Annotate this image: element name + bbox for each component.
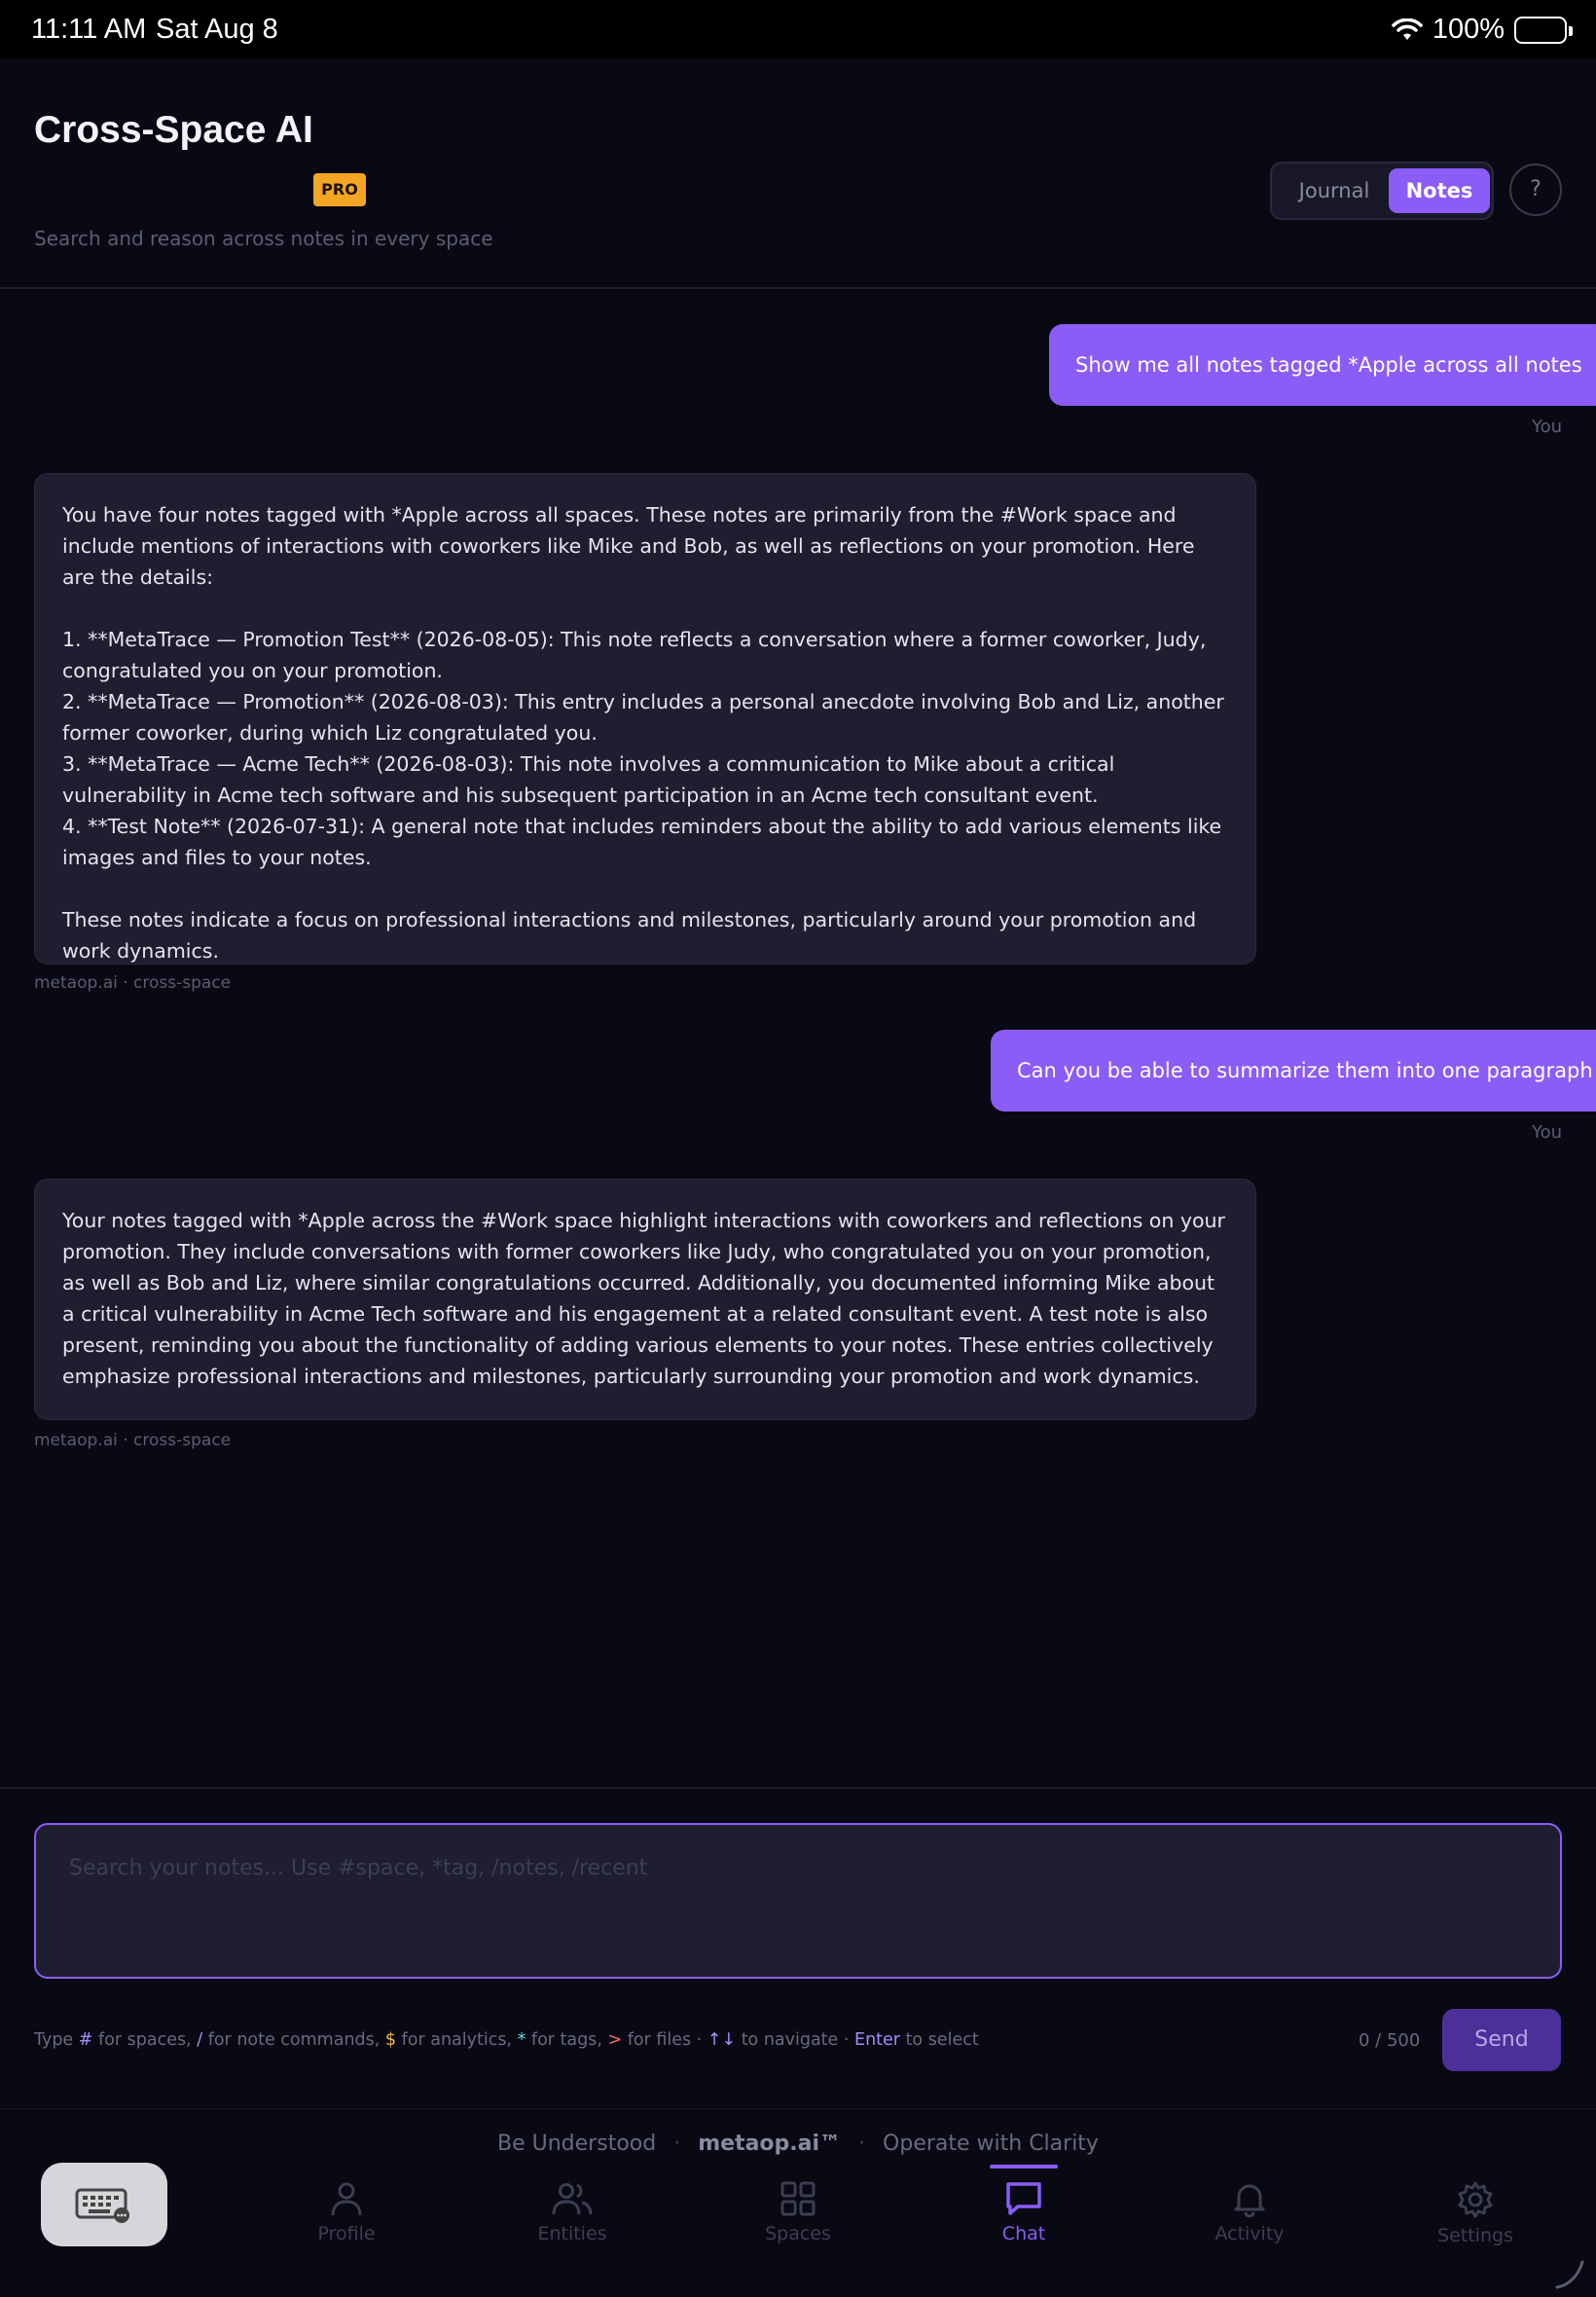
composer-hints [34, 2030, 979, 2050]
resize-handle-icon [1553, 2258, 1586, 2291]
status-right [1392, 14, 1567, 46]
toggle-journal-button[interactable]: Journal [1298, 179, 1370, 202]
tab-settings[interactable] [1397, 2180, 1553, 2246]
keyboard-button[interactable] [41, 2163, 167, 2246]
hint-key-analytics: $ [384, 2030, 397, 2050]
battery-percent: 100% [1432, 14, 1505, 45]
active-tab-indicator [990, 2165, 1058, 2169]
tab-label: Entities [537, 2223, 607, 2244]
send-button[interactable]: Send [1442, 2009, 1561, 2071]
message-author-label: You [1531, 1122, 1562, 1143]
keyboard-icon [75, 2186, 133, 2223]
tagline-brand: metaop.ai™ [698, 2132, 842, 2156]
tagline-left: Be Understood [497, 2132, 657, 2156]
grid-icon [780, 2180, 816, 2217]
page-subtitle: Search and reason across notes in every space [34, 227, 493, 250]
chat-bubble-icon [1004, 2180, 1043, 2217]
hint-text: to navigate · [736, 2030, 855, 2050]
status-bar [0, 0, 1596, 58]
tab-chat[interactable] [946, 2180, 1102, 2244]
hint-text: for analytics, [396, 2030, 518, 2050]
hint-text: for spaces, [92, 2030, 198, 2050]
tagline-separator: · [858, 2132, 866, 2156]
hint-key-command: / [197, 2030, 203, 2050]
hint-text: to select [900, 2030, 979, 2050]
tagline-right: Operate with Clarity [883, 2132, 1099, 2156]
bell-icon [1231, 2180, 1268, 2217]
battery-icon [1514, 17, 1567, 44]
hint-key-enter: Enter [854, 2030, 900, 2050]
status-date: Sat Aug 8 [156, 14, 278, 45]
person-icon [329, 2180, 364, 2217]
assistant-message [34, 1179, 1256, 1420]
assistant-message-text: Your notes tagged with *Apple across the #Work space highlight interactions with coworkers and reflections on your promotion. They include conversations with former coworkers like Judy, who congratulated you on your promotion, as well as Bob and Liz, where similar congratulations occurred. Additionally, you documented informing Mike about a critical vulnerability in Acme Tech software and his engagement at a related consultant event. A test note is also present, reminding you about the functionality of adding various elements to your notes. These entries collectively emphasize professional interactions and milestones, particularly surrounding your promotion and work dynamics. [62, 1209, 1232, 1388]
footer-tagline [0, 2132, 1596, 2156]
search-input[interactable] [34, 1823, 1562, 1979]
pro-badge: PRO [313, 173, 366, 206]
message-author-label: You [1531, 417, 1562, 437]
wifi-icon [1392, 18, 1423, 42]
gear-icon [1456, 2180, 1495, 2219]
tab-label: Settings [1437, 2225, 1513, 2246]
tab-label: Spaces [765, 2223, 831, 2244]
footer-divider [0, 2108, 1596, 2109]
tab-activity[interactable] [1172, 2180, 1327, 2244]
toggle-notes-button[interactable]: Notes [1389, 168, 1490, 213]
tab-profile[interactable] [269, 2180, 424, 2244]
status-time: 11:11 AM [31, 14, 147, 45]
user-message: Show me all notes tagged *Apple across all notes [1049, 324, 1596, 406]
assistant-message [34, 473, 1256, 965]
char-count: 0 / 500 [1359, 2030, 1421, 2051]
hint-key-navigate: ↑↓ [707, 2030, 737, 2050]
hint-text: Type [34, 2030, 79, 2050]
composer-divider [0, 1787, 1596, 1789]
assistant-message-text: You have four notes tagged with *Apple across all spaces. These notes are primarily from the #Work space and include mentions of interactions with coworkers like Mike and Bob, as well as reflections on your promotion. Here are the details: 1. **MetaTrace — Promotion Test** (2026-08-05): This note reflects a conversation where a former coworker, Judy, congratulated you on your promotion. 2. **MetaTrace — Promotion** (2026-08-03): This entry includes a personal anecdote involving Bob and Liz, another former coworker, during which Liz congratulated you. 3. **MetaTrace — Acme Tech** (2026-08-03): This note involves a communication to Mike about a critical vulnerability in Acme tech software and his subsequent participation in an Acme tech consultant event. 4. **Test Note** (2026-07-31): A general note that includes reminders about the ability to add various elements like images and files to your notes. These notes indicate a focus on professional interactions and milestones, particularly around your promotion and work dynamics. [62, 503, 1224, 963]
people-icon [552, 2180, 593, 2217]
hint-text: for note commands, [202, 2030, 385, 2050]
tab-label: Profile [317, 2223, 376, 2244]
user-message: Can you be able to summarize them into one paragraph [991, 1030, 1596, 1112]
tagline-separator: · [673, 2132, 681, 2156]
help-button[interactable]: ? [1509, 164, 1562, 216]
tab-label: Activity [1215, 2223, 1285, 2244]
hint-key-files: > [607, 2030, 623, 2050]
tab-entities[interactable] [494, 2180, 650, 2244]
mode-toggle [1270, 162, 1494, 220]
page-title: Cross-Space AI [34, 109, 313, 151]
hint-text: for files · [622, 2030, 707, 2050]
hint-key-space: # [78, 2030, 93, 2050]
message-meta: metaop.ai · cross-space [34, 1431, 232, 1450]
hint-key-tag: * [517, 2030, 526, 2050]
message-meta: metaop.ai · cross-space [34, 973, 232, 993]
hint-text: for tags, [526, 2030, 608, 2050]
tab-label: Chat [1001, 2223, 1046, 2244]
tab-spaces[interactable] [720, 2180, 876, 2244]
